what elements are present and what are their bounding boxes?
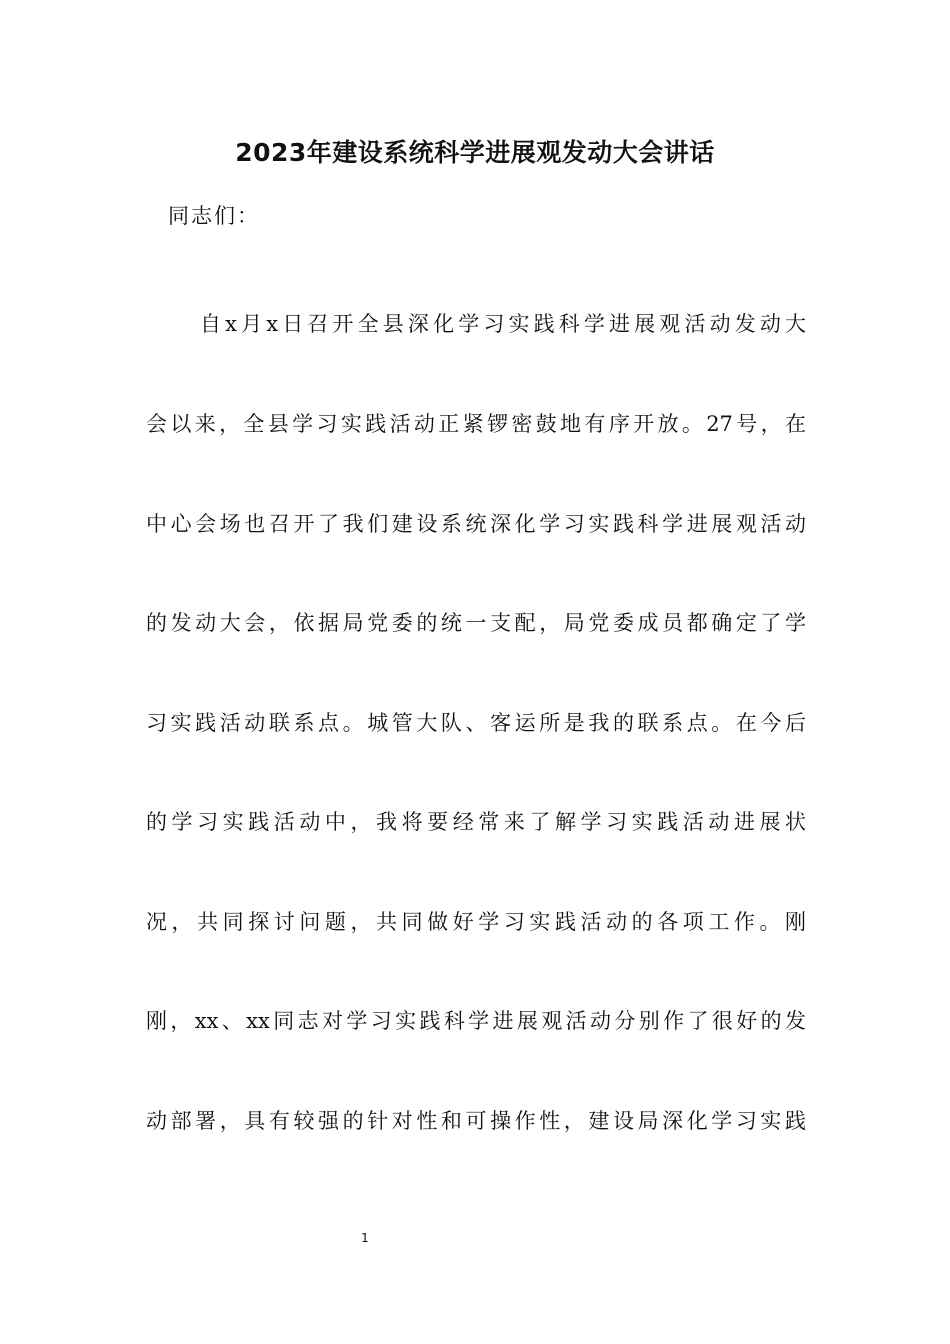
page-number: 1 <box>361 1231 369 1245</box>
document-title: 2023年建设系统科学进展观发动大会讲话 <box>235 138 715 167</box>
paragraph-line: 况，共同探讨问题，共同做好学习实践活动的各项工作。刚 <box>146 910 806 934</box>
paragraph-line: 自x月x日召开全县深化学习实践科学进展观活动发动大 <box>200 312 806 336</box>
paragraph-line: 的发动大会，依据局党委的统一支配，局党委成员都确定了学 <box>146 611 806 635</box>
paragraph-line: 中心会场也召开了我们建设系统深化学习实践科学进展观活动 <box>146 512 806 536</box>
paragraph-line: 刚，xx、xx同志对学习实践科学进展观活动分别作了很好的发 <box>146 1009 806 1033</box>
paragraph-line: 的学习实践活动中，我将要经常来了解学习实践活动进展状 <box>146 810 806 834</box>
paragraph-line: 习实践活动联系点。城管大队、客运所是我的联系点。在今后 <box>146 711 806 735</box>
salutation: 同志们： <box>168 204 260 228</box>
paragraph-line: 动部署，具有较强的针对性和可操作性，建设局深化学习实践 <box>146 1109 806 1133</box>
paragraph-line: 会以来，全县学习实践活动正紧锣密鼓地有序开放。27号，在 <box>146 412 806 436</box>
